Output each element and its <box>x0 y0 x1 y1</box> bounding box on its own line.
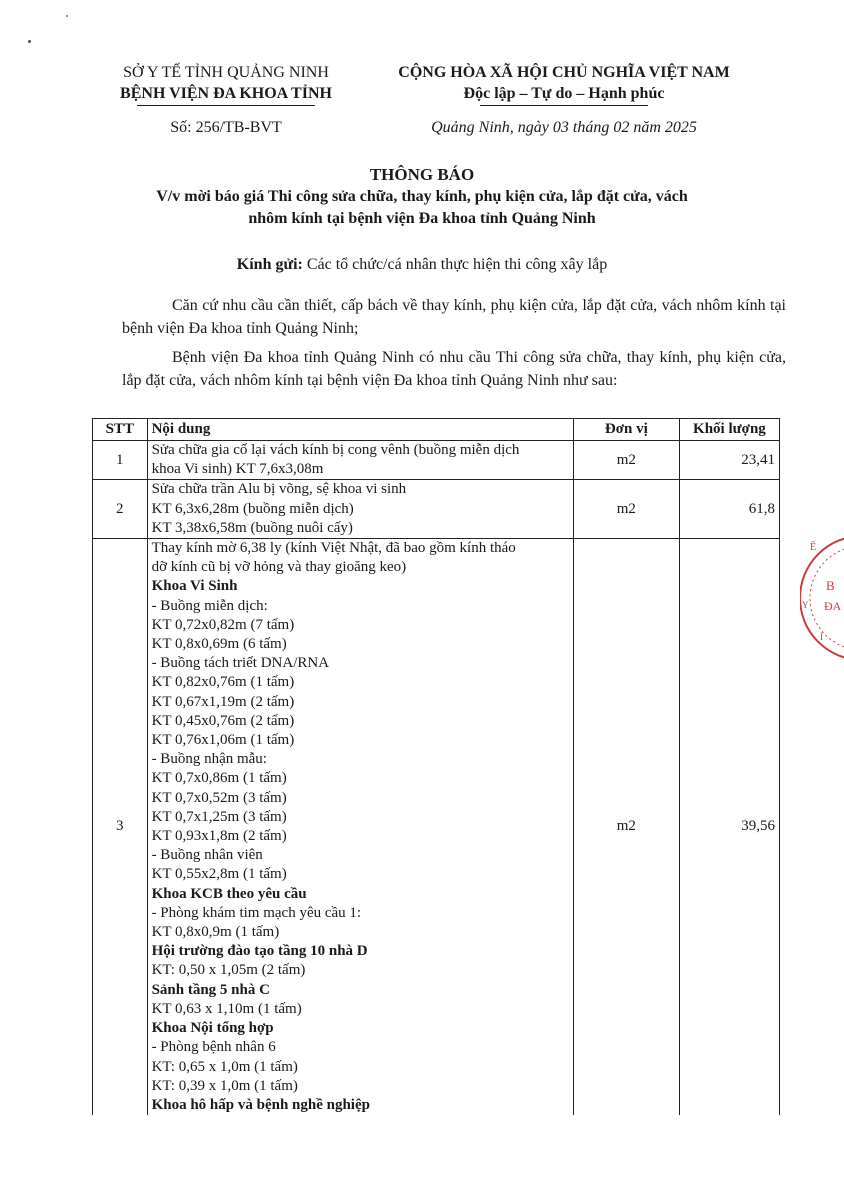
content-line: KT 3,38x6,58m (buồng nuôi cấy) <box>151 519 353 536</box>
stamp-text-b: B <box>826 578 835 593</box>
content-line: - Buồng nhận mẫu: <box>151 751 267 768</box>
issuing-organization <box>92 62 360 104</box>
stamp-inner-ring <box>810 546 844 650</box>
official-stamp <box>800 528 844 668</box>
header-unit: Đơn vị <box>573 419 679 441</box>
scan-speck <box>28 40 31 43</box>
header-quantity: Khối lượng <box>679 419 779 441</box>
content-line: KT 0,8x0,9m (1 tấm) <box>151 924 280 941</box>
content-line: KT 0,93x1,8m (2 tấm) <box>151 828 287 845</box>
row-unit: m2 <box>573 539 679 1116</box>
department-heading: Sảnh tầng 5 nhà C <box>151 981 270 998</box>
stamp-text-da: ĐA <box>824 599 842 613</box>
subject-line-1: V/v mời báo giá Thi công sửa chữa, thay kính, phụ kiện cửa, lắp đặt cửa, vách <box>156 188 688 205</box>
content-line: KT 0,72x0,82m (7 tấm) <box>151 616 295 633</box>
row-unit: m2 <box>573 441 679 480</box>
header-stt: STT <box>93 419 148 441</box>
issue-date: Quảng Ninh, ngày 03 tháng 02 năm 2025 <box>431 119 697 136</box>
content-line: KT: 0,65 x 1,0m (1 tấm) <box>151 1058 298 1075</box>
table-row <box>93 539 780 1116</box>
department-heading: Khoa Nội tổng hợp <box>151 1020 274 1037</box>
paragraph-request-text: Bệnh viện Đa khoa tỉnh Quảng Ninh có nhu cầu Thi công sửa chữa, thay kính, phụ kiện cửa, lắp đặt cửa, vách nhôm kính tại bệnh viện Đa khoa tỉnh Quảng Ninh như sau: <box>122 349 786 389</box>
content-line: Sửa chữa gia cố lại vách kính bị cong vênh (buồng miễn dịch <box>151 442 520 458</box>
content-line: KT 6,3x6,28m (buồng miễn dịch) <box>151 500 354 517</box>
document-title: THÔNG BÁO <box>369 165 475 184</box>
content-line: khoa Vi sinh) KT 7,6x3,08m <box>151 461 324 478</box>
recipient-label: Kính gửi: <box>236 256 303 273</box>
department-heading: Hội trường đào tạo tầng 10 nhà D <box>151 943 368 960</box>
paragraph-request <box>122 347 786 392</box>
content-line: KT: 0,39 x 1,0m (1 tấm) <box>151 1077 298 1094</box>
row-quantity: 39,56 <box>679 539 779 1116</box>
content-line: KT: 0,50 x 1,05m (2 tấm) <box>151 962 306 979</box>
content-line: KT 0,67x1,19m (2 tấm) <box>151 693 295 710</box>
content-line: KT 0,55x2,8m (1 tấm) <box>151 866 287 883</box>
content-line: KT 0,7x0,86m (1 tấm) <box>151 770 287 787</box>
org-parent: SỞ Y TẾ TỈNH QUẢNG NINH <box>123 64 329 81</box>
recipient <box>80 256 764 274</box>
recipient-text: Các tổ chức/cá nhân thực hiện thi công xây lắp <box>306 256 608 273</box>
table-header-row <box>93 419 780 441</box>
content-line: KT 0,7x0,52m (3 tấm) <box>151 789 287 806</box>
content-line: KT 0,7x1,25m (3 tấm) <box>151 808 287 825</box>
content-line: Sửa chữa trần Alu bị võng, sệ khoa vi sinh <box>151 481 407 498</box>
row-stt: 3 <box>93 539 148 1116</box>
content-line: - Buồng nhân viên <box>151 847 263 864</box>
content-line: KT 0,45x0,76m (2 tấm) <box>151 712 295 729</box>
row-content <box>147 539 573 1116</box>
stamp-text-top: Ế <box>810 542 817 553</box>
department-heading: Khoa KCB theo yêu cầu <box>151 885 307 902</box>
nation-name: CỘNG HÒA XÃ HỘI CHỦ NGHĨA VIỆT NAM <box>398 64 730 81</box>
work-items-table <box>92 418 780 1115</box>
row-quantity: 23,41 <box>679 441 779 480</box>
paragraph-basis-text: Căn cứ nhu cầu cần thiết, cấp bách về thay kính, phụ kiện cửa, lắp đặt cửa, vách nhôm kính tại bệnh viện Đa khoa tỉnh Quảng Ninh; <box>122 297 786 337</box>
stamp-text-dot: Ỉ <box>820 632 823 642</box>
paragraph-basis <box>122 295 786 340</box>
content-line: - Phòng khám tim mạch yêu cầu 1: <box>151 904 362 921</box>
org-name: BỆNH VIỆN ĐA KHOA TỈNH <box>120 85 332 102</box>
table-row <box>93 441 780 480</box>
content-line: KT 0,63 x 1,10m (1 tấm) <box>151 1000 302 1017</box>
document-number: Số: 256/TB-BVT <box>170 119 282 136</box>
department-heading: Khoa Vi Sinh <box>151 578 238 595</box>
department-heading: Khoa hô hấp và bệnh nghề nghiệp <box>151 1096 370 1113</box>
table-row <box>93 480 780 539</box>
content-line: - Buồng miễn dịch: <box>151 597 268 614</box>
subject-line-2: nhôm kính tại bệnh viện Đa khoa tỉnh Quảng Ninh <box>248 210 596 227</box>
content-line: dỡ kính cũ bị vỡ hỏng và thay gioăng keo) <box>151 559 407 576</box>
row-content <box>147 441 573 480</box>
row-unit: m2 <box>573 480 679 539</box>
stamp-text-y: Y <box>802 600 809 610</box>
content-line: - Buồng tách triết DNA/RNA <box>151 655 330 672</box>
content-line: Thay kính mờ 6,38 ly (kính Việt Nhật, đã bao gồm kính tháo <box>151 540 516 557</box>
scan-speck <box>66 15 68 17</box>
content-line: - Phòng bệnh nhân 6 <box>151 1039 276 1056</box>
row-stt: 1 <box>93 441 148 480</box>
content-line: KT 0,82x0,76m (1 tấm) <box>151 674 295 691</box>
content-line: KT 0,76x1,06m (1 tấm) <box>151 732 295 749</box>
motto: Độc lập – Tự do – Hạnh phúc <box>463 85 665 102</box>
row-content <box>147 480 573 539</box>
row-stt: 2 <box>93 480 148 539</box>
header-content: Nội dung <box>147 419 573 441</box>
national-motto <box>362 62 766 104</box>
document-subject <box>80 186 764 230</box>
content-line: KT 0,8x0,69m (6 tấm) <box>151 636 287 653</box>
row-quantity: 61,8 <box>679 480 779 539</box>
